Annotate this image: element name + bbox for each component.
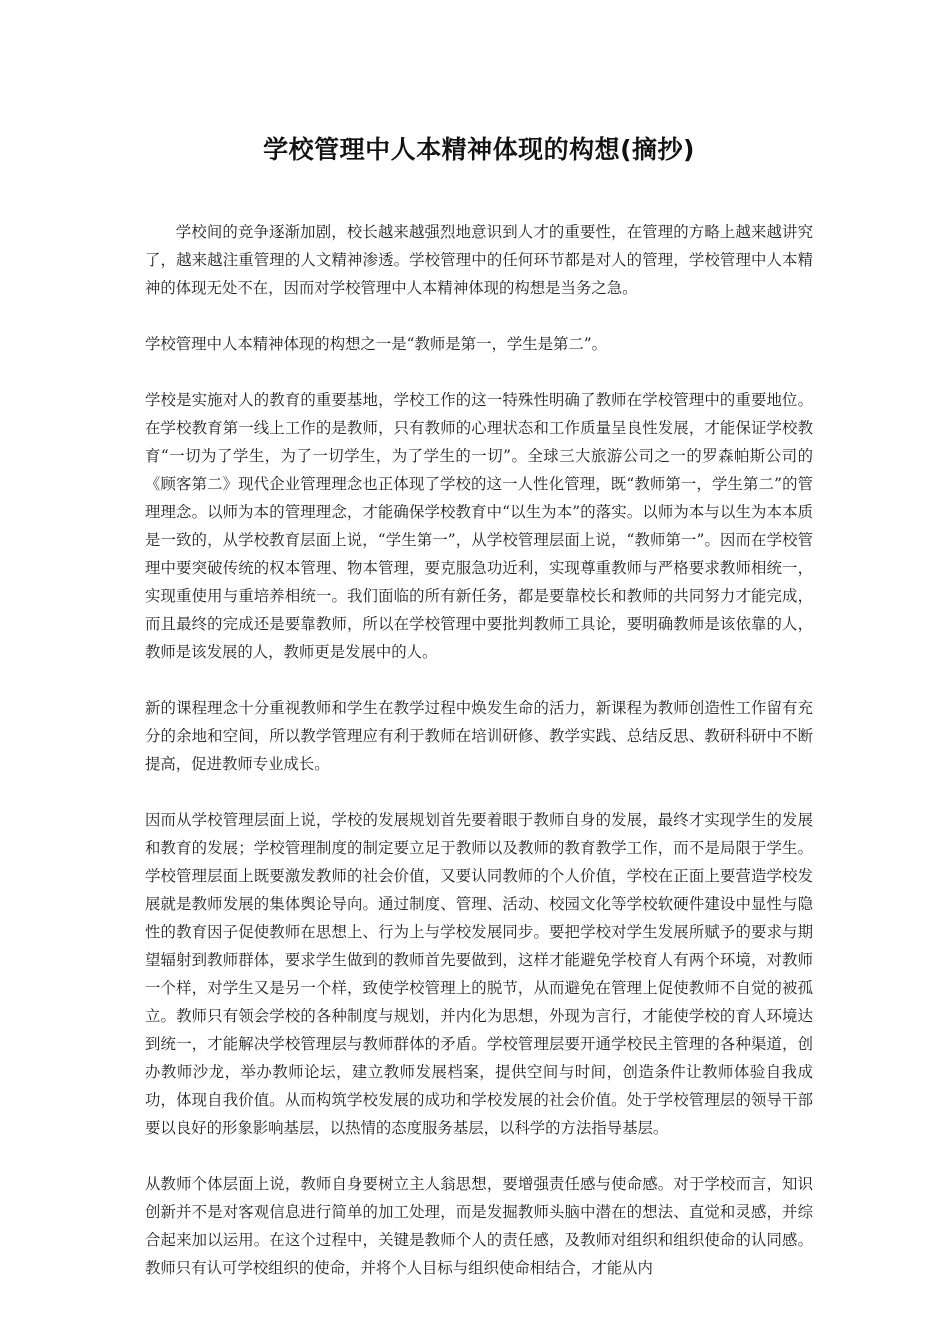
paragraph-teacher-role: 学校是实施对人的教育的重要基地，学校工作的这一特殊性明确了教师在学校管理中的重要地位。在学校教育第一线上工作的是教师，只有教师的心理状态和工作质量呈良性发展，才能保证学校教育“一切为了学生，为了一切学生，为了学生的一切”。全球三大旅游公司之一的罗森帕斯公司的《顾客第二》现代企业管理理念也正体现了学校的这一人性化管理，既“教师第一，学生第二”的管理理念。以师为本的管理理念，才能确保学校教育中“以生为本”的落实。以师为本与以生为本本质是一致的，从学校教育层面上说，“学生第一”，从学校管理层面上说，“教师第一”。因而在学校管理中要突破传统的权本管理、物本管理，要克服急功近利，实现尊重教师与严格要求教师相统一，实现重使用与重培养相统一。我们面临的所有新任务，都是要靠校长和教师的共同努力才能完成，而且最终的完成还是要靠教师，所以在学校管理中要批判教师工具论，要明确教师是该依靠的人，教师是该发展的人，教师更是发展中的人。 xyxy=(145,391,813,661)
document-body xyxy=(145,218,813,1282)
paragraph-teacher-individual: 从教师个体层面上说，教师自身要树立主人翁思想，要增强责任感与使命感。对于学校而言，知识创新并不是对客观信息进行简单的加工处理，而是发掘教师头脑中潜在的想法、直觉和灵感，并综合起来加以运用。在这个过程中，关键是教师个人的责任感，及教师对组织和组织使命的认同感。教师只有认可学校组织的使命，并将个人目标与组织使命相结合，才能从内 xyxy=(145,1175,813,1277)
document-page xyxy=(145,128,813,1310)
document-title: 学校管理中人本精神体现的构想(摘抄) xyxy=(263,135,695,164)
paragraph-new-curriculum: 新的课程理念十分重视教师和学生在教学过程中焕发生命的活力，新课程为教师创造性工作留有充分的余地和空间，所以教学管理应有利于教师在培训研修、教学实践、总结反思、教研科研中不断提高，促进教师专业成长。 xyxy=(145,699,813,773)
paragraph-management-level: 因而从学校管理层面上说，学校的发展规划首先要着眼于教师自身的发展，最终才实现学生的发展和教育的发展；学校管理制度的制定要立足于教师以及教师的教育教学工作，而不是局限于学生。学校管理层面上既要激发教师的社会价值，又要认同教师的个人价值，学校在正面上要营造学校发展就是教师发展的集体舆论导向。通过制度、管理、活动、校园文化等学校软硬件建设中显性与隐性的教育因子促使教师在思想上、行为上与学校发展同步。要把学校对学生发展所赋予的要求与期望辐射到教师群体，要求学生做到的教师首先要做到，这样才能避免学校育人有两个环境，对教师一个样，对学生又是另一个样，致使学校管理上的脱节，从而避免在管理上促使教师不自觉的被孤立。教师只有领会学校的各种制度与规划，并内化为思想，外现为言行，才能使学校的育人环境达到统一，才能解决学校管理层与教师群体的矛盾。学校管理层要开通学校民主管理的各种渠道，创办教师沙龙，举办教师论坛，建立教师发展档案，提供空间与时间，创造条件让教师体验自我成功，体现自我价值。从而构筑学校发展的成功和学校发展的社会价值。处于学校管理层的领导干部要以良好的形象影响基层，以热情的态度服务基层，以科学的方法指导基层。 xyxy=(145,811,813,1137)
paragraph-concept-one: 学校管理中人本精神体现的构想之一是“教师是第一，学生是第二”。 xyxy=(145,335,608,353)
paragraph-intro: 学校间的竞争逐渐加剧，校长越来越强烈地意识到人才的重要性，在管理的方略上越来越讲究了，越来越注重管理的人文精神渗透。学校管理中的任何环节都是对人的管理，学校管理中人本精神的体现无处不在，因而对学校管理中人本精神体现的构想是当务之急。 xyxy=(145,223,813,297)
